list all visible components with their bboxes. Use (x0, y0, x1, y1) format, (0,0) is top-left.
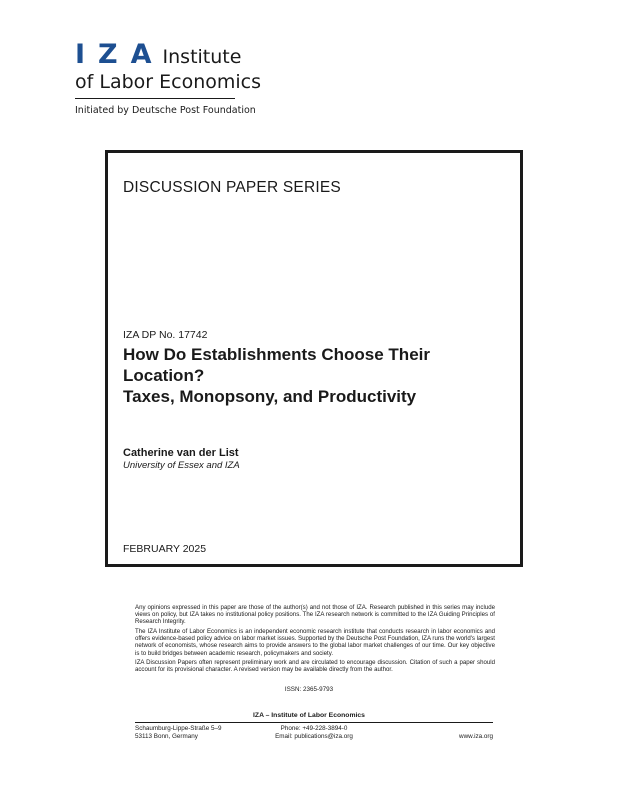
footer-address (135, 725, 255, 741)
paper-title (123, 344, 503, 407)
issn: ISSN: 2365-9793 (284, 686, 334, 693)
logo-line-2: of Labor Economics (75, 71, 261, 93)
logo-divider (75, 98, 235, 99)
address-line: Schaumburg-Lippe-Straße 5–9 (135, 725, 222, 732)
title-line: How Do Establishments Choose Their (123, 345, 430, 364)
series-heading: DISCUSSION PAPER SERIES (123, 179, 341, 196)
footer-phone-email (255, 725, 373, 741)
footer-phone: Phone: +49-228-3894-0 (280, 725, 348, 732)
iza-logo (75, 40, 261, 116)
address-line: 53113 Bonn, Germany (135, 733, 198, 740)
author-affiliation: University of Essex and IZA (123, 460, 240, 471)
logo-letters: IZA (75, 39, 165, 70)
footer-divider (135, 722, 493, 723)
logo-line-1: Institute (162, 46, 242, 68)
title-line: Taxes, Monopsony, and Productivity (123, 387, 417, 406)
disclaimer-paragraph: The IZA Institute of Labor Economics is an independent economic research institute that conducts research in labor economics and offers evidence-based policy advice on labor market issues. Supported by the Deutsche Post Foundation, IZA runs the world's largest network of economists, whose research aims to provide answers to the global labor market challenges of our time. Our key objective is to build bridges between academic research, policymakers and society. (135, 628, 495, 657)
disclaimer-paragraph: Any opinions expressed in this paper are those of the author(s) and not those of IZA. Research published in this series may include views on policy, but IZA takes no institutional policy positions. The IZA research network is committed to the IZA Guiding Principles of Research Integrity. (135, 604, 495, 626)
footer-website[interactable]: www.iza.org (459, 733, 493, 740)
logo-top-row (75, 40, 261, 70)
disclaimer-paragraph: IZA Discussion Papers often represent preliminary work and are circulated to encourage discussion. Citation of such a paper should account for its provisional character. A revised version may be available directly from the author. (135, 659, 495, 674)
cover-frame (105, 150, 523, 567)
dp-number: IZA DP No. 17742 (123, 329, 208, 341)
logo-tagline: Initiated by Deutsche Post Foundation (75, 105, 256, 116)
title-line: Location? (123, 366, 205, 385)
footer-title: IZA – Institute of Labor Economics (253, 712, 365, 719)
publication-date: FEBRUARY 2025 (123, 543, 207, 555)
disclaimer (135, 604, 495, 676)
author-name: Catherine van der List (123, 447, 239, 459)
footer-email[interactable]: Email: publications@iza.org (275, 733, 353, 740)
